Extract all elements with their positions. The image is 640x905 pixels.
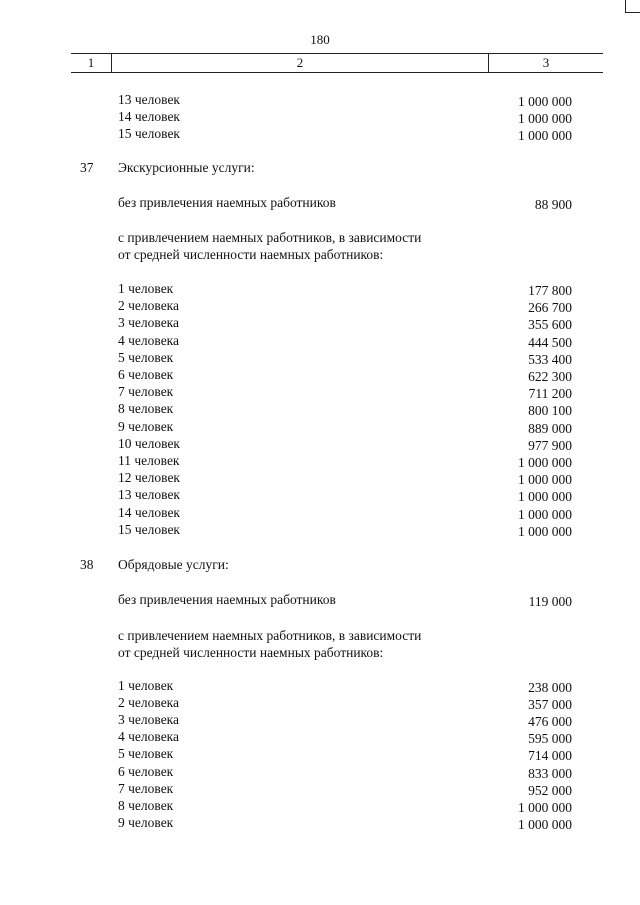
table-row-value: 238 000	[528, 680, 572, 695]
table-row-value: 622 300	[528, 369, 572, 384]
table-row-label: 4 человека	[118, 729, 180, 745]
table-row-label: 10 человек	[118, 435, 180, 451]
table-row-label: 3 человека	[118, 315, 180, 331]
section-38-with-hired-line-2: от средней численности наемных работников:	[118, 645, 384, 660]
table-row-label: 8 человек	[118, 797, 174, 813]
section-38-number: 38	[80, 557, 94, 572]
table-row-label: 13 человек	[118, 487, 180, 503]
table-row-value: 1 000 000	[518, 799, 572, 815]
table-row-value: 1 000 000	[518, 816, 572, 832]
table-row-label: 7 человек	[118, 780, 174, 796]
table-row-value: 889 000	[528, 420, 572, 436]
table-row-value: 355 600	[528, 317, 572, 333]
section-38-title: Обрядовые услуги:	[118, 557, 229, 572]
table-row-label: 2 человека	[118, 695, 180, 711]
section-37-title: Экскурсионные услуги:	[118, 160, 255, 175]
section-37-no-hired-value: 88 900	[534, 197, 572, 212]
section-37-number: 37	[80, 160, 94, 175]
table-row-label: 8 человек	[118, 401, 174, 417]
table-row-label: 15 человек	[118, 521, 180, 537]
page-corner-mark	[625, 0, 640, 13]
table-row-value: 1 000 000	[518, 489, 572, 505]
table-row-label: 3 человека	[118, 712, 180, 728]
table-row-value: 977 900	[528, 437, 572, 453]
table-row-value: 714 000	[528, 748, 572, 764]
table-row-value: 444 500	[528, 334, 572, 350]
section-38-with-hired-line-1: с привлечением наемных работников, в зависимости	[118, 628, 422, 643]
table-row-label: 9 человек	[118, 814, 174, 830]
table-row-label: 14 человек	[118, 504, 180, 520]
table-row-label: 6 человек	[118, 367, 174, 382]
table-row-value: 1 000 000	[518, 94, 572, 109]
table-row-value: 177 800	[528, 283, 572, 298]
table-row-value: 711 200	[528, 386, 572, 402]
table-row-label: 14 человек	[118, 109, 180, 124]
header-col-1: 1	[71, 54, 112, 72]
table-row-value: 1 000 000	[518, 128, 572, 143]
table-row-label: 7 человек	[118, 384, 174, 400]
table-row-value: 266 700	[528, 300, 572, 316]
table-row-value: 476 000	[528, 714, 572, 730]
table-row-label: 13 человек	[118, 92, 180, 107]
table-row-value: 595 000	[528, 731, 572, 747]
table-row-value: 1 000 000	[518, 506, 572, 522]
table-row-value: 357 000	[528, 697, 572, 713]
table-row-label: 9 человек	[118, 418, 174, 434]
table-row-value: 800 100	[528, 403, 572, 419]
section-37-with-hired-line-1: с привлечением наемных работников, в зависимости	[118, 230, 422, 245]
table-row-value: 1 000 000	[518, 472, 572, 488]
table-row-value: 1 000 000	[518, 523, 572, 539]
section-37-with-hired-line-2: от средней численности наемных работников:	[118, 247, 384, 262]
section-38-no-hired-label: без привлечения наемных работников	[118, 592, 336, 607]
table-row-label: 1 человек	[118, 678, 174, 693]
table-row-label: 1 человек	[118, 281, 174, 296]
table-row-label: 5 человек	[118, 349, 174, 365]
page-number: 180	[310, 32, 330, 47]
header-col-2: 2	[112, 54, 489, 72]
table-row-value: 1 000 000	[518, 455, 572, 470]
table-row-label: 6 человек	[118, 763, 174, 779]
table-row-label: 2 человека	[118, 298, 180, 314]
header-col-3: 3	[542, 55, 550, 70]
table-row-value: 533 400	[528, 351, 572, 367]
table-row-label: 11 человек	[118, 453, 180, 468]
table-row-value: 1 000 000	[518, 111, 572, 126]
section-37-no-hired-label: без привлечения наемных работников	[118, 195, 336, 210]
table-row-label: 15 человек	[118, 126, 180, 141]
table-header	[71, 53, 603, 73]
table-row-value: 833 000	[528, 765, 572, 781]
table-row-label: 12 человек	[118, 470, 180, 486]
section-38-no-hired-value: 119 000	[528, 594, 572, 609]
table-row-label: 5 человек	[118, 746, 174, 762]
table-row-label: 4 человека	[118, 332, 180, 348]
table-row-value: 952 000	[528, 782, 572, 798]
